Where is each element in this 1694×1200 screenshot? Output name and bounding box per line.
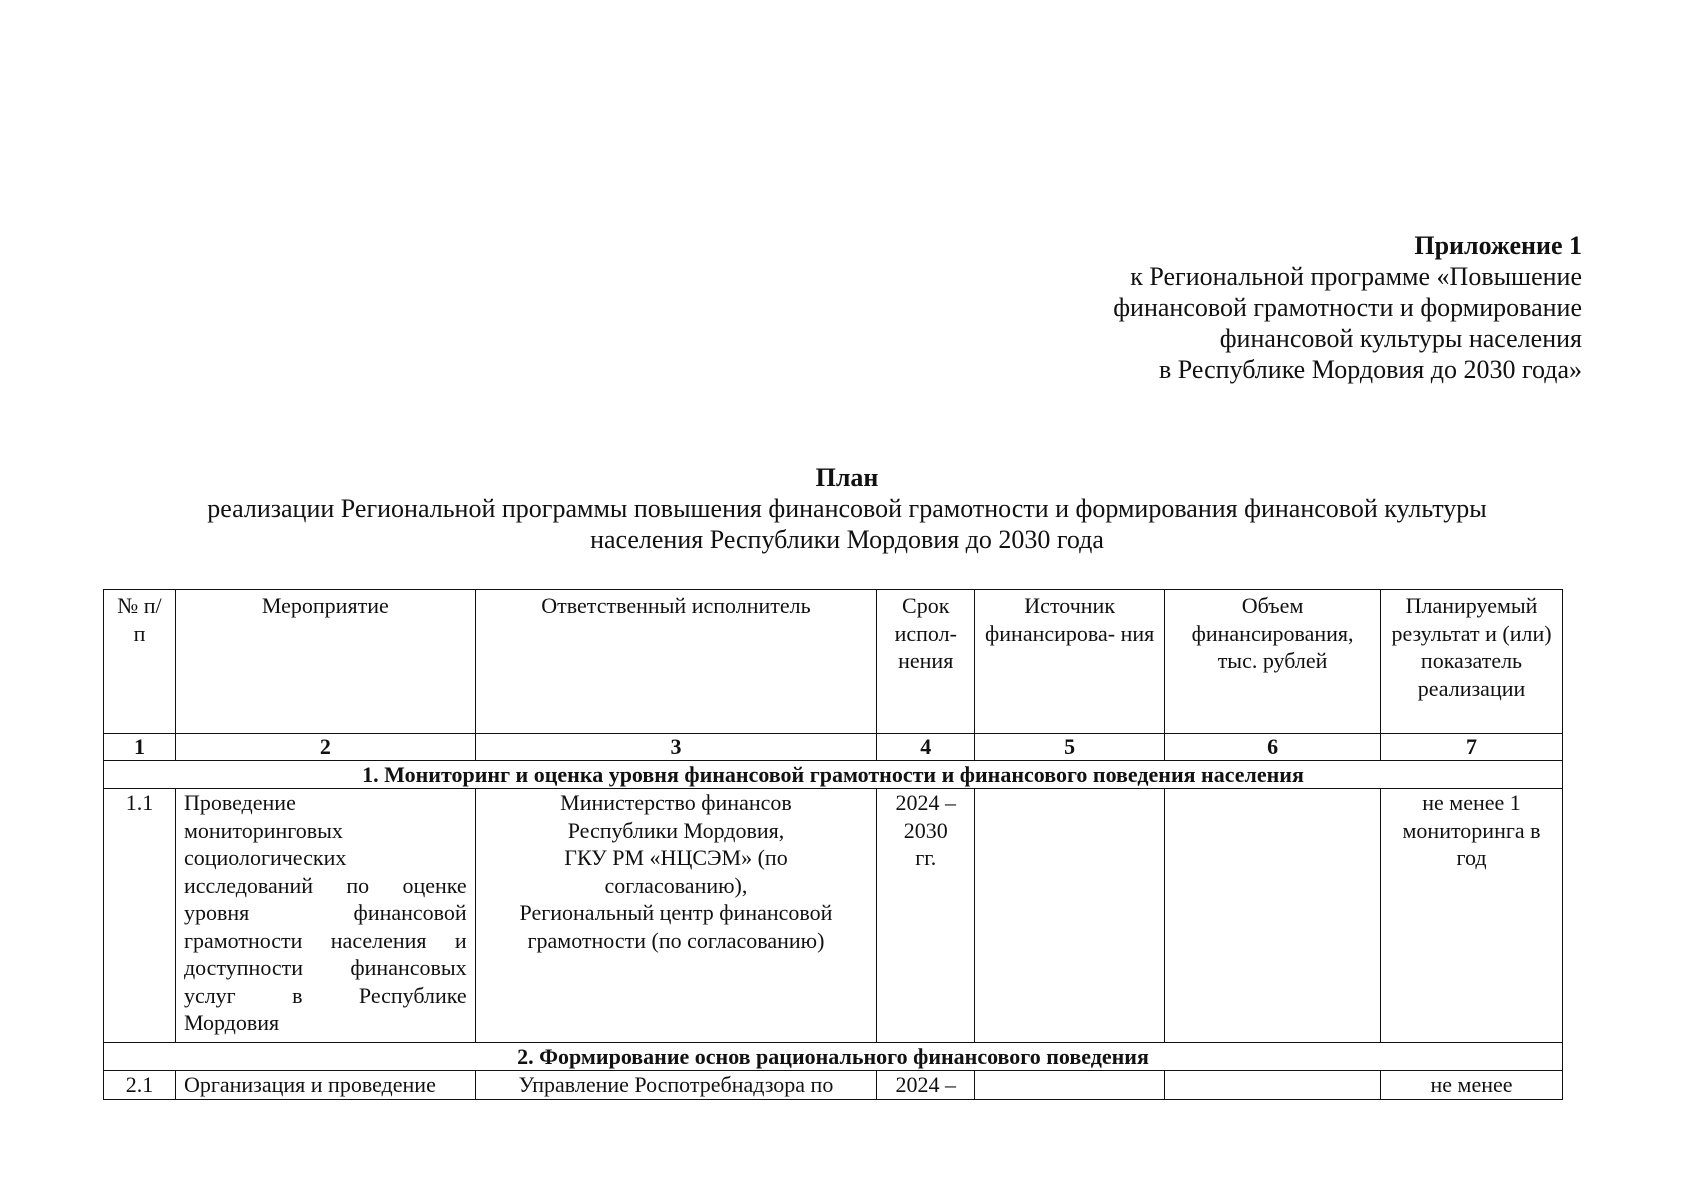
column-number: 1 (104, 734, 176, 761)
row-number: 1.1 (104, 789, 176, 1043)
row-term: 2024 – (877, 1071, 975, 1100)
header-number: № п/п (104, 590, 176, 734)
activity-line: мониторинговых (183, 817, 343, 843)
table-header-row (104, 590, 1563, 734)
header-result: Планируемый результат и (или) показатель реализации (1381, 590, 1563, 734)
result-line: мониторинга в (1402, 817, 1541, 843)
activity-line: Мордовия (183, 1010, 280, 1035)
header-source: Источник финансирова- ния (975, 590, 1165, 734)
column-number-row (104, 734, 1563, 761)
plan-subtitle-line: населения Республики Мордовия до 2030 года (590, 525, 1104, 554)
term-line: гг. (915, 845, 937, 870)
column-number: 7 (1381, 734, 1563, 761)
plan-title: План (815, 463, 879, 492)
table-row (104, 1071, 1563, 1100)
row-result: не менее (1381, 1071, 1563, 1100)
plan-table (103, 589, 1563, 1100)
column-number: 4 (877, 734, 975, 761)
result-line: год (1456, 845, 1487, 870)
row-source (975, 1071, 1165, 1100)
header-volume: Объем финансирования, тыс. рублей (1165, 590, 1381, 734)
row-executor (475, 789, 877, 1043)
row-activity (175, 789, 475, 1043)
header-activity: Мероприятие (175, 590, 475, 734)
section-row (104, 1043, 1563, 1071)
activity-line: грамотности населения и (183, 927, 467, 953)
appendix-line: финансовой культуры населения (1219, 324, 1582, 353)
activity-line: исследований по оценке (183, 872, 467, 898)
term-line: 2024 – (895, 790, 956, 815)
section-row (104, 761, 1563, 789)
activity-line: Проведение (183, 790, 296, 815)
executor-line: Республики Мордовия, (567, 817, 785, 843)
row-volume (1165, 789, 1381, 1043)
header-executor: Ответственный исполнитель (475, 590, 877, 734)
section-title: 2. Формирование основ рационального финансового поведения (104, 1043, 1563, 1071)
executor-line: Региональный центр финансовой (519, 900, 833, 925)
column-number: 2 (175, 734, 475, 761)
activity-line: доступности финансовых (183, 955, 467, 980)
row-activity: Организация и проведение (175, 1071, 475, 1100)
term-line: 2030 (903, 817, 948, 843)
appendix-header (1022, 230, 1582, 385)
executor-line: ГКУ РМ «НЦСЭМ» (по (564, 845, 788, 870)
row-source (975, 789, 1165, 1043)
table-row (104, 789, 1563, 1043)
row-result (1381, 789, 1563, 1043)
appendix-line: в Республике Мордовия до 2030 года» (1159, 355, 1582, 384)
column-number: 6 (1165, 734, 1381, 761)
header-term: Срок испол- нения (877, 590, 975, 734)
executor-line: согласованию), (604, 872, 748, 898)
row-term (877, 789, 975, 1043)
column-number: 3 (475, 734, 877, 761)
section-title: 1. Мониторинг и оценка уровня финансовой грамотности и финансового поведения населения (104, 761, 1563, 789)
activity-line: социологических (183, 845, 347, 870)
column-number: 5 (975, 734, 1165, 761)
row-number: 2.1 (104, 1071, 176, 1100)
activity-line: услуг в Республике (183, 982, 467, 1008)
row-executor: Управление Роспотребнадзора по (475, 1071, 877, 1100)
executor-line: Министерство финансов (560, 790, 792, 815)
activity-line: уровня финансовой (183, 900, 467, 925)
row-volume (1165, 1071, 1381, 1100)
result-line: не менее 1 (1422, 790, 1521, 815)
appendix-title: Приложение 1 (1414, 231, 1582, 260)
plan-subtitle-line: реализации Региональной программы повышения финансовой грамотности и формирования финансовой культуры (207, 494, 1487, 523)
appendix-line: к Региональной программе «Повышение (1130, 262, 1582, 291)
executor-line: грамотности (по согласованию) (527, 927, 825, 953)
plan-heading (120, 462, 1574, 555)
appendix-line: финансовой грамотности и формирование (1113, 293, 1582, 322)
